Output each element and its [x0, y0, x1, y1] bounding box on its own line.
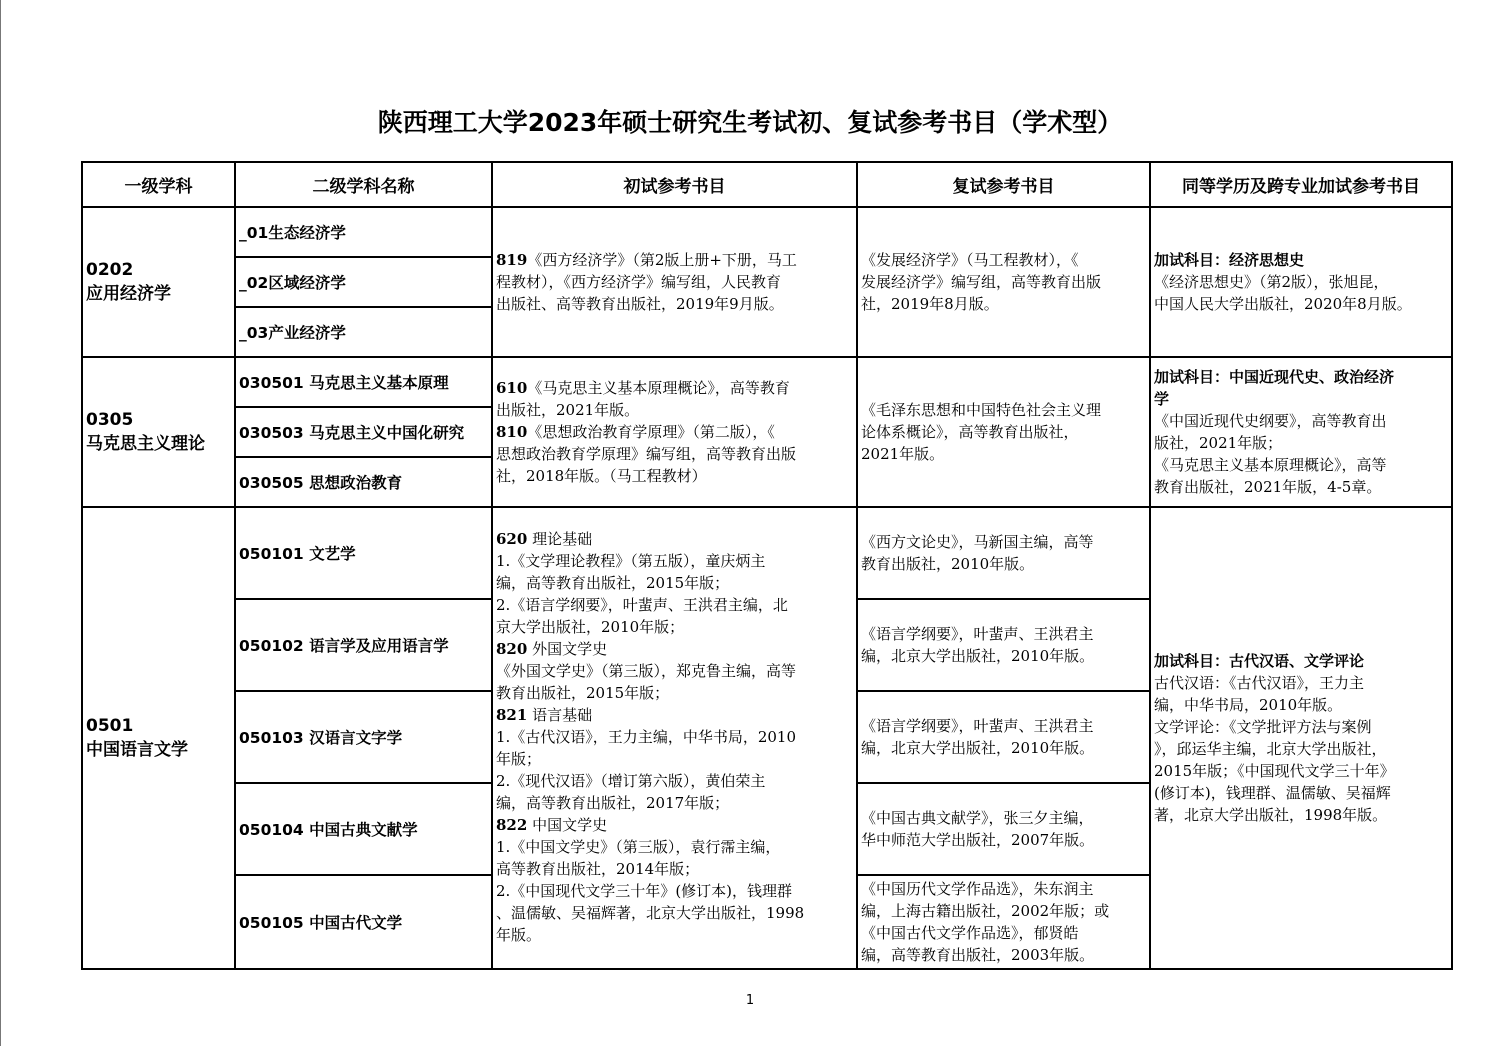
discipline-cell: [82, 207, 235, 357]
retest-books-cell: 《毛泽东思想和中国特色社会主义理 论体系概论》，高等教育出版社， 2021年版。: [857, 357, 1150, 507]
retest-books-cell: 《语言学纲要》，叶蜚声、王洪君主 编，北京大学出版社，2010年版。: [857, 599, 1150, 691]
initial-books-cell: 819《西方经济学》（第2版上册+下册，马工 程教材），《西方经济学》编写组，人民教育 出版社、高等教育出版社，2019年9月版。: [492, 207, 857, 357]
extra-books-cell: 加试科目：古代汉语、文学评论 古代汉语：《古代汉语》，王力主 编，中华书局，2010年版。 文学评论：《文学批评方法与案例 》，邱运华主编，北京大学出版社， 2015年版；《中国现代文学三十年》 (修订本)，钱理群、温儒敏、吴福辉 著，北京大学出版社，1998年版。: [1150, 507, 1452, 969]
retest-books-cell: 《中国古典文献学》，张三夕主编， 华中师范大学出版社，2007年版。: [857, 783, 1150, 875]
subdiscipline-cell: 050103 汉语言文字学: [235, 691, 492, 783]
subdiscipline-cell: 030503 马克思主义中国化研究: [235, 407, 492, 457]
subdiscipline-cell: 050105 中国古代文学: [235, 875, 492, 969]
discipline-code: 0202: [86, 260, 134, 280]
header-initial-books: 初试参考书目: [492, 162, 857, 207]
extra-books-cell: 加试科目：中国近现代史、政治经济 学 《中国近现代史纲要》，高等教育出 版社，2021年版； 《马克思主义基本原理概论》，高等 教育出版社，2021年版，4-5章。: [1150, 357, 1452, 507]
subdiscipline-cell: 050104 中国古典文献学: [235, 783, 492, 875]
discipline-name: 中国语言文学: [86, 740, 188, 760]
header-discipline: 一级学科: [82, 162, 235, 207]
subdiscipline-cell: _01生态经济学: [235, 207, 492, 257]
retest-books-cell: 《语言学纲要》，叶蜚声、王洪君主 编，北京大学出版社，2010年版。: [857, 691, 1150, 783]
subdiscipline-cell: _02区域经济学: [235, 257, 492, 307]
discipline-name: 马克思主义理论: [86, 434, 205, 454]
page-number: 1: [745, 993, 755, 1008]
subdiscipline-cell: _03产业经济学: [235, 307, 492, 357]
retest-books-cell: 《中国历代文学作品选》，朱东润主 编，上海古籍出版社，2002年版；或 《中国古代文学作品选》，郁贤皓 编，高等教育出版社，2003年版。: [857, 875, 1150, 969]
header-subdiscipline: 二级学科名称: [235, 162, 492, 207]
initial-books-cell: 620 理论基础 1.《文学理论教程》（第五版），童庆炳主 编，高等教育出版社，2015年版； 2.《语言学纲要》，叶蜚声、王洪君主编，北 京大学出版社，2010年版； 820 外国文学史 《外国文学史》（第三版），郑克鲁主编，高等 教育出版社，2015年版； 821 语言基础 1.《古代汉语》，王力主编，中华书局，2010 年版； 2.《现代汉语》（增订第六版），黄伯荣主 编，高等教育出版社，2017年版； 822 中国文学史 1.《中国文学史》（第三版），袁行霈主编， 高等教育出版社，2014年版； 2.《中国现代文学三十年》(修订本)，钱理群 、温儒敏、吴福辉著，北京大学出版社，1998 年版。: [492, 507, 857, 969]
discipline-code: 0501: [86, 716, 134, 736]
subdiscipline-cell: 030501 马克思主义基本原理: [235, 357, 492, 407]
discipline-cell: [82, 357, 235, 507]
table-row: [82, 207, 1452, 257]
subdiscipline-cell: 050101 文艺学: [235, 507, 492, 599]
page-left-border: [0, 0, 1, 1046]
extra-books-cell: 加试科目：经济思想史 《经济思想史》（第2版），张旭昆， 中国人民大学出版社，2020年8月版。: [1150, 207, 1452, 357]
header-retest-books: 复试参考书目: [857, 162, 1150, 207]
reference-table: [81, 161, 1453, 970]
subdiscipline-cell: 030505 思想政治教育: [235, 457, 492, 507]
initial-books-cell: 610《马克思主义基本原理概论》，高等教育 出版社，2021年版。 810《思想政治教育学原理》（第二版），《 思想政治教育学原理》编写组，高等教育出版 社，2018年版。（马工程教材）: [492, 357, 857, 507]
table-header-row: [82, 162, 1452, 207]
header-extra-books: 同等学历及跨专业加试参考书目: [1150, 162, 1452, 207]
table-row: [82, 357, 1452, 407]
discipline-name: 应用经济学: [86, 284, 171, 304]
discipline-cell: [82, 507, 235, 969]
retest-books-cell: 《发展经济学》（马工程教材），《 发展经济学》编写组，高等教育出版 社，2019年8月版。: [857, 207, 1150, 357]
page-title: 陕西理工大学2023年硕士研究生考试初、复试参考书目（学术型）: [377, 108, 1123, 137]
retest-books-cell: 《西方文论史》，马新国主编，高等 教育出版社，2010年版。: [857, 507, 1150, 599]
table-row: [82, 507, 1452, 599]
subdiscipline-cell: 050102 语言学及应用语言学: [235, 599, 492, 691]
discipline-code: 0305: [86, 410, 134, 430]
